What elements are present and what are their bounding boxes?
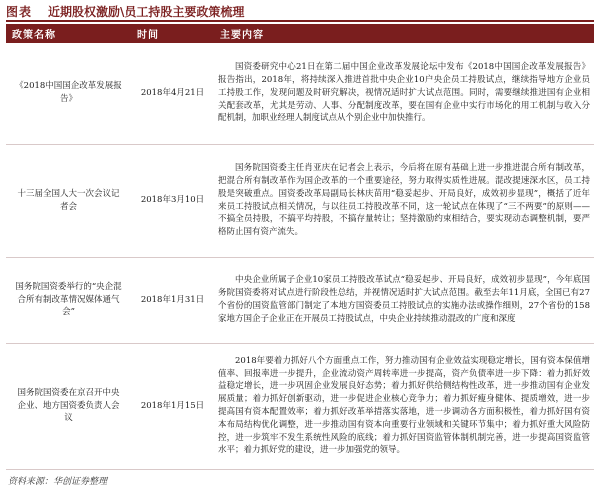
policy-table (6, 24, 594, 470)
source-note: 资料来源：华创证券整理 (8, 476, 108, 487)
table-row (6, 43, 594, 144)
date-cell: 2018年1月15日 (131, 343, 214, 469)
policy-name-cell: 国务院国资委举行的“央企混合所有制改革情况媒体通气会” (6, 257, 131, 343)
figure-label: 图表 (6, 4, 33, 19)
table-row (6, 257, 594, 343)
column-header-content: 主要内容 (214, 24, 594, 43)
table-header-row (6, 24, 594, 43)
date-cell: 2018年3月10日 (131, 144, 214, 257)
policy-name-cell: 《2018中国国企改革发展报告》 (6, 43, 131, 144)
date-cell: 2018年4月21日 (131, 43, 214, 144)
content-cell: 国务院国资委主任肖亚庆在记者会上表示，今后将在原有基础上进一步推进混合所有制改革，把混合所有制改革作为国企改革的一个重要途径，努力取得实质性进展。混改提速深水区，员工持股是突破重点。国资委改革局副局长林庆苗用“稳妥起步、开局良好，成效初步显现”，概括了近年来员工持股试点相关情况，与以往员工持股改革不同，这一轮试点在体现了“三不两要”的原则——不搞全员持股，不搞平均持股，不搞存量转让；坚持激励约束相结合，要实现动态调整机制，要严格防止国有资产流失。 (214, 144, 594, 257)
content-cell: 2018年要着力抓好八个方面重点工作，努力推动国有企业效益实现稳定增长，国有资本保值增值率、回报率进一步提升，企业流动资产周转率进一步提高，资产负债率进一步下降：着力抓好效益稳定增长，进一步巩固企业发展良好态势；着力抓好供给侧结构性改革，进一步推动国有企业发展质量；着力抓好创新驱动，进一步促进企业核心竞争力；着力抓好瘦身健体、提质增效，进一步提高国有资本配置效率；着力抓好改革举措落实落地，进一步调动各方面积极性，着力抓好国有资本布局结构优化调整，进一步推动国有资本向重要行业领域和关键环节集中；着力抓好重大风险防控，进一步筑牢不发生系统性风险的底线；着力抓好国资监管体制机制完善，进一步提高国资监管水平；着力抓好党的建设，进一步加强党的领导。 (214, 343, 594, 469)
policy-name-cell: 十三届全国人大一次会议记者会 (6, 144, 131, 257)
figure-title-text: 近期股权激励\员工持股主要政策梳理 (48, 4, 245, 19)
table-row (6, 343, 594, 469)
column-header-date: 时间 (131, 24, 214, 43)
content-cell: 国资委研究中心21日在第二届中国企业改革发展论坛中发布《2018中国国企改革发展报告》报告指出，2018年，将持续深入推进首批中央企业10户央企员工持股试点，继续指导地方企业员工持股工作，发现问题及时研究解决，视情况适时扩大试点范围。同时，需要继续推进国有企业相关配套改革，尤其是劳动、人事、分配制度改革，要在国有企业中实行市场化的用工机制与收入分配机制，加职业经理人制度试点从个别企业中加快推行。 (214, 43, 594, 144)
table-row (6, 144, 594, 257)
date-cell: 2018年1月31日 (131, 257, 214, 343)
column-header-policy: 政策名称 (6, 24, 131, 43)
content-cell: 中央企业所属子企业10家员工持股改革试点“稳妥起步、开局良好，成效初步显现”，今年底国务院国资委将对试点进行阶段性总结，并视情况适时扩大试点范围。截至去年11月底，全国已有27个省份的国资监管部门制定了本地方国资委员工持股试点的实施办法或操作细则，27个省份的158家地方国企子企业正在开展员工持股试点，中央企业持续推动混改的广度和深度 (214, 257, 594, 343)
policy-name-cell: 国务院国资委在京召开中央企业、地方国资委负责人会议 (6, 343, 131, 469)
figure-title (6, 4, 594, 22)
